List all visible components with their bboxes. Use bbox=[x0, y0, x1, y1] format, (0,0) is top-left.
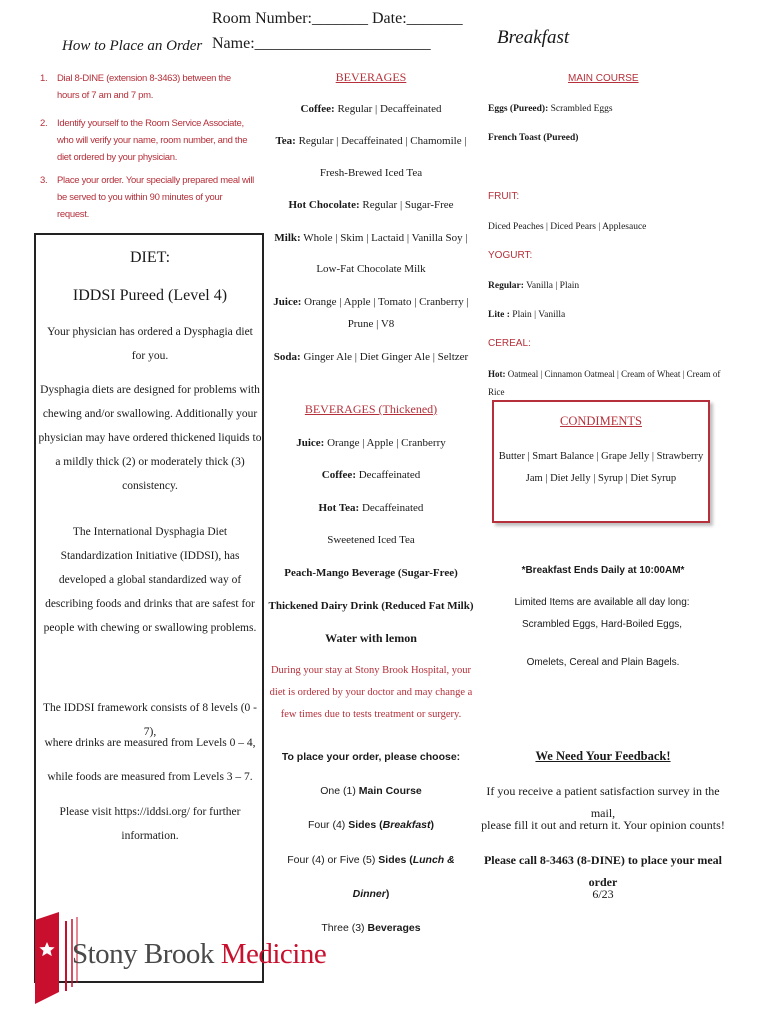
diet-level: IDDSI Pureed (Level 4) bbox=[72, 287, 228, 304]
stony-brook-shield-icon bbox=[33, 912, 63, 1004]
item: Sides ( bbox=[348, 819, 383, 831]
logo-text-stony-brook: Stony Brook bbox=[72, 938, 221, 970]
instruction-2 bbox=[40, 115, 255, 166]
main-french-toast: French Toast (Pureed) bbox=[488, 133, 579, 143]
instruction-number: 1. bbox=[40, 73, 48, 84]
cereal-hot bbox=[488, 365, 728, 401]
condiments-items: Butter | Smart Balance | Grape Jelly | Strawberry Jam | Diet Jelly | Syrup | Diet Syrup bbox=[498, 451, 704, 484]
instruction-number: 2. bbox=[40, 118, 48, 129]
label: Milk: bbox=[274, 232, 301, 244]
thickened-dairy: Thickened Dairy Drink (Reduced Fat Milk) bbox=[268, 600, 474, 612]
limited-items: Limited Items are available all day long: Scrambled Eggs, Hard-Boiled Eggs, bbox=[514, 597, 690, 630]
beverage-juice bbox=[266, 291, 476, 335]
value: Regular | Decaffeinated bbox=[334, 103, 442, 115]
count: Three (3) bbox=[321, 922, 368, 934]
label: Soda: bbox=[273, 351, 301, 363]
instruction-text: Identify yourself to the Room Service Associate, who will verify your name, room number, and the diet ordered by your physician. bbox=[57, 118, 248, 163]
beverage-coffee bbox=[266, 98, 476, 120]
label: Hot Chocolate: bbox=[288, 199, 360, 211]
label: Coffee: bbox=[300, 103, 335, 115]
label: Juice: bbox=[296, 437, 325, 449]
label: Tea: bbox=[275, 135, 296, 147]
condiments-heading: CONDIMENTS bbox=[560, 414, 642, 428]
label: Eggs (Pureed): bbox=[488, 104, 549, 114]
order-dinner-line bbox=[266, 883, 476, 905]
beverages-heading: BEVERAGES bbox=[335, 70, 407, 84]
yogurt-lite bbox=[488, 306, 728, 324]
breakfast-end-time: *Breakfast Ends Daily at 10:00AM* bbox=[521, 565, 685, 576]
main-eggs bbox=[488, 100, 728, 118]
label: Hot: bbox=[488, 369, 506, 379]
label: Hot Tea: bbox=[318, 502, 360, 514]
meal: Dinner bbox=[352, 888, 386, 900]
order-lunch-sides bbox=[266, 849, 476, 871]
how-to-order-title: How to Place an Order bbox=[62, 38, 203, 54]
diet-paragraph-4: The IDDSI framework consists of 8 levels (0 - 7), bbox=[43, 702, 257, 738]
item: Sides ( bbox=[378, 854, 413, 866]
thickened-juice bbox=[266, 432, 476, 454]
value: Regular | Decaffeinated | Chamomile | bbox=[295, 135, 467, 147]
diet-paragraph-7: Please visit https://iddsi.org/ for further information. bbox=[59, 806, 241, 842]
revision-date: 6/23 bbox=[592, 887, 614, 901]
survey-line-2: please fill it out and return it. Your opinion counts! bbox=[481, 818, 725, 832]
instruction-3 bbox=[40, 172, 255, 223]
yogurt-regular bbox=[488, 277, 728, 295]
thickened-sweet-tea: Sweetened Iced Tea bbox=[327, 534, 415, 546]
value: Decaffeinated bbox=[355, 469, 421, 481]
cereal-heading: CEREAL: bbox=[488, 338, 531, 349]
thickened-hot-tea bbox=[266, 497, 476, 519]
value: Scrambled Eggs bbox=[548, 104, 613, 114]
order-breakfast-sides bbox=[266, 814, 476, 836]
fruit-heading: FRUIT: bbox=[488, 191, 520, 202]
survey-line-1: If you receive a patient satisfaction survey in the mail, bbox=[486, 784, 720, 820]
diet-paragraph-6: while foods are measured from Levels 3 – 7. bbox=[47, 771, 253, 783]
value: Orange | Apple | Tomato | Cranberry | Prune | V8 bbox=[301, 296, 469, 330]
beverage-lowfat-milk: Low-Fat Chocolate Milk bbox=[316, 263, 426, 275]
diet-paragraph-3: The International Dysphagia Diet Standardization Initiative (IDDSI), has developed a global standardized way of describing foods and drinks that are safest for people with chewing or swallowing problems. bbox=[43, 526, 257, 634]
name-line: Name:______________________ bbox=[212, 35, 431, 52]
logo-text-medicine: Medicine bbox=[220, 938, 327, 970]
diet-paragraph-1: Your physician has ordered a Dysphagia diet for you. bbox=[47, 326, 253, 362]
beverage-hot-chocolate bbox=[266, 194, 476, 216]
label: Juice: bbox=[273, 296, 302, 308]
main-course-heading: MAIN COURSE bbox=[568, 73, 639, 84]
paren: ) bbox=[385, 888, 390, 900]
stony-brook-medicine-logo bbox=[72, 938, 326, 971]
diet-heading: DIET: bbox=[129, 249, 171, 266]
instruction-text: Dial 8-DINE (extension 8-3463) between the hours of 7 am and 7 pm. bbox=[57, 73, 231, 101]
item: Main Course bbox=[358, 785, 422, 797]
diet-paragraph-5: where drinks are measured from Levels 0 – 4, bbox=[44, 737, 256, 749]
instruction-number: 3. bbox=[40, 175, 48, 186]
diet-change-notice: During your stay at Stony Brook Hospital, your diet is ordered by your doctor and may change a few times due to tests treatment or surgery. bbox=[269, 665, 473, 720]
thickened-peach-mango: Peach-Mango Beverage (Sugar-Free) bbox=[284, 567, 458, 579]
value: Plain | Vanilla bbox=[509, 310, 566, 320]
value: Ginger Ale | Diet Ginger Ale | Seltzer bbox=[300, 351, 469, 363]
beverage-tea bbox=[266, 130, 476, 152]
breakfast-title: Breakfast bbox=[497, 27, 570, 48]
value: Whole | Skim | Lactaid | Vanilla Soy | bbox=[300, 232, 468, 244]
room-date-line: Room Number:_______ Date:_______ bbox=[212, 10, 463, 27]
order-instructions-title: To place your order, please choose: bbox=[281, 751, 461, 763]
meal: Breakfast bbox=[382, 819, 431, 831]
meal: Lunch & bbox=[412, 854, 455, 866]
value: Decaffeinated bbox=[359, 502, 424, 514]
order-beverages bbox=[266, 917, 476, 939]
label: Regular: bbox=[488, 281, 524, 291]
order-main-course bbox=[266, 780, 476, 802]
value: Orange | Apple | Cranberry bbox=[324, 437, 446, 449]
limited-items-more: Omelets, Cereal and Plain Bagels. bbox=[526, 657, 680, 668]
yogurt-heading: YOGURT: bbox=[488, 250, 533, 261]
feedback-heading: We Need Your Feedback! bbox=[535, 749, 671, 763]
beverage-milk bbox=[266, 227, 476, 249]
instruction-text: Place your order. Your specially prepared meal will be served to you within 90 minutes of your request. bbox=[57, 175, 254, 220]
label: Lite : bbox=[488, 310, 510, 320]
count: One (1) bbox=[320, 785, 359, 797]
item: Beverages bbox=[367, 922, 421, 934]
value: Vanilla | Plain bbox=[523, 281, 580, 291]
value: Oatmeal | Cinnamon Oatmeal | Cream of Wheat | Cream of Rice bbox=[488, 369, 721, 397]
instruction-1 bbox=[40, 70, 255, 104]
thickened-water: Water with lemon bbox=[325, 631, 417, 645]
thickened-heading: BEVERAGES (Thickened) bbox=[304, 402, 438, 416]
value: Regular | Sugar-Free bbox=[359, 199, 454, 211]
count: Four (4) bbox=[307, 819, 349, 831]
fruit-items: Diced Peaches | Diced Pears | Applesauce bbox=[488, 222, 647, 232]
call-to-order: Please call 8-3463 (8-DINE) to place your meal order bbox=[483, 853, 723, 889]
paren: ) bbox=[430, 819, 435, 831]
thickened-coffee bbox=[266, 464, 476, 486]
diet-paragraph-2: Dysphagia diets are designed for problems with chewing and/or swallowing. Additionally your physician may have ordered thickened liquids to a mildly thick (2) or moderately thick (3) consistency. bbox=[38, 384, 262, 492]
beverage-iced-tea: Fresh-Brewed Iced Tea bbox=[319, 167, 423, 179]
label: Coffee: bbox=[321, 469, 356, 481]
beverage-soda bbox=[266, 346, 476, 368]
count: Four (4) or Five (5) bbox=[287, 854, 379, 866]
